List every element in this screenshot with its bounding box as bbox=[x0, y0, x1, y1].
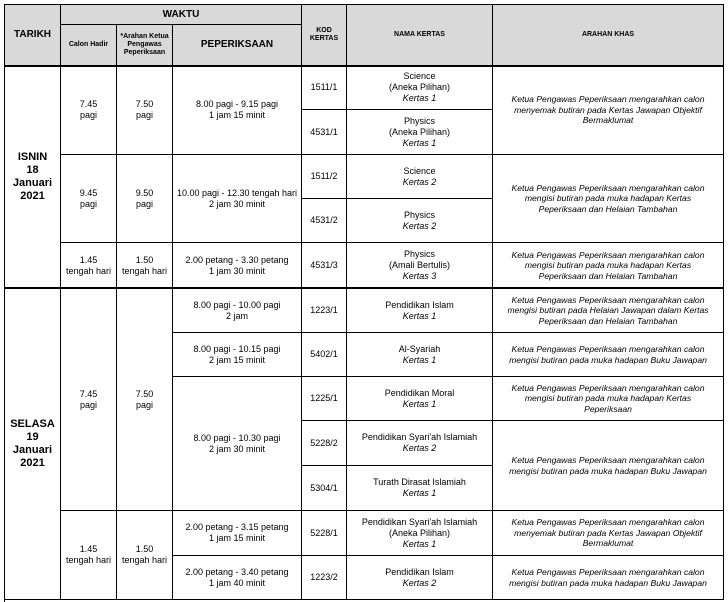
date-cell-line: Januari bbox=[12, 177, 53, 189]
arahan-khas-cell-line: menyemak butiran pada Kertas Jawapan Objektif bbox=[514, 104, 702, 115]
arahan-khas-cell bbox=[493, 556, 724, 600]
header-tarikh bbox=[5, 5, 61, 66]
date-cell-line: 2021 bbox=[20, 190, 45, 202]
arahan-ketua-cell bbox=[117, 511, 173, 600]
kod-kertas-cell bbox=[302, 289, 347, 333]
peperiksaan-cell-line: 1 jam 30 minit bbox=[208, 265, 266, 276]
arahan-ketua-cell-line: 1.50 bbox=[135, 544, 154, 554]
nama-kertas-cell bbox=[347, 110, 493, 155]
nama-kertas-cell-line: Kertas 1 bbox=[402, 310, 437, 321]
kod-kertas-cell-line: 1223/2 bbox=[310, 572, 338, 582]
nama-kertas-cell-line: Science bbox=[403, 71, 436, 81]
arahan-khas-cell-line: mengisi butiran pada muka hadapan Kertas bbox=[524, 393, 692, 404]
nama-kertas-cell-line: Physics bbox=[403, 115, 435, 126]
nama-kertas-cell-line: (Aneka Pilihan) bbox=[388, 527, 451, 538]
nama-kertas-cell-line: Kertas 2 bbox=[402, 220, 437, 231]
calon-hadir-cell-line: pagi bbox=[79, 399, 97, 410]
kod-kertas-cell-line: 1225/1 bbox=[310, 393, 338, 403]
nama-kertas-cell bbox=[347, 466, 493, 511]
peperiksaan-cell-line: 10.00 pagi - 12.30 tengah hari bbox=[176, 187, 298, 198]
kod-kertas-cell bbox=[302, 333, 347, 377]
arahan-ketua-cell-line: tengah hari bbox=[121, 555, 168, 565]
arahan-ketua-cell-line: 7.50 bbox=[135, 99, 154, 109]
header-peperiksaan bbox=[173, 25, 302, 66]
nama-kertas-cell bbox=[347, 511, 493, 556]
peperiksaan-cell-line: 8.00 pagi - 10.00 pagi bbox=[193, 299, 281, 310]
kod-kertas-cell bbox=[302, 377, 347, 421]
nama-kertas-cell-line: Kertas 2 bbox=[402, 176, 437, 187]
kod-kertas-cell-line: 4531/1 bbox=[310, 126, 338, 137]
nama-kertas-cell-line: Kertas 2 bbox=[402, 443, 437, 453]
peperiksaan-cell-line: 8.00 pagi - 10.15 pagi bbox=[193, 343, 281, 354]
kod-kertas-cell-line: 1511/1 bbox=[310, 82, 338, 92]
arahan-khas-cell bbox=[493, 155, 724, 243]
header-arahan-khas bbox=[493, 5, 724, 66]
nama-kertas-cell bbox=[347, 289, 493, 333]
calon-hadir-cell-line: 1.45 bbox=[79, 544, 98, 554]
arahan-ketua-cell-line: pagi bbox=[135, 198, 153, 209]
arahan-khas-cell-line: Ketua Pengawas Peperiksaan mengarahkan calon bbox=[511, 517, 705, 528]
header-kod-kertas-line: KOD bbox=[316, 27, 332, 34]
calon-hadir-cell bbox=[61, 155, 117, 243]
header-arahan-ketua-line: Pengawas bbox=[127, 41, 162, 48]
peperiksaan-cell-line: 2.00 petang - 3.30 petang bbox=[185, 254, 289, 265]
arahan-khas-cell bbox=[493, 289, 724, 333]
nama-kertas-cell bbox=[347, 377, 493, 421]
arahan-khas-cell-line: Ketua Pengawas Peperiksaan mengarahkan calon bbox=[511, 455, 705, 465]
nama-kertas-cell-line: Kertas 1 bbox=[402, 93, 437, 103]
calon-hadir-cell-line: pagi bbox=[79, 110, 97, 120]
calon-hadir-cell-line: tengah hari bbox=[65, 555, 112, 565]
kod-kertas-cell-line: 5228/1 bbox=[310, 527, 338, 538]
calon-hadir-cell bbox=[61, 289, 117, 511]
header-waktu bbox=[61, 5, 302, 25]
arahan-khas-cell-line: mengisi butiran pada muka hadapan Buku Jawapan bbox=[509, 465, 707, 476]
peperiksaan-cell bbox=[173, 511, 302, 556]
nama-kertas-cell-line: Kertas 3 bbox=[402, 271, 437, 281]
arahan-ketua-cell-line: pagi bbox=[135, 399, 153, 410]
calon-hadir-cell-line: tengah hari bbox=[65, 265, 112, 276]
nama-kertas-cell-line: (Aneka Pilihan) bbox=[388, 82, 451, 92]
kod-kertas-cell-line: 5228/2 bbox=[310, 437, 338, 448]
arahan-khas-cell bbox=[493, 511, 724, 556]
kod-kertas-cell bbox=[302, 556, 347, 600]
arahan-khas-cell-line: Peperiksaan dan Helaian Tambahan bbox=[538, 315, 678, 326]
nama-kertas-cell-line: (Aneka Pilihan) bbox=[388, 126, 451, 137]
arahan-khas-cell-line: Bermaklumat bbox=[582, 538, 634, 549]
peperiksaan-cell-line: 2 jam 30 minit bbox=[208, 443, 266, 454]
kod-kertas-cell bbox=[302, 421, 347, 466]
peperiksaan-cell bbox=[173, 289, 302, 333]
nama-kertas-cell-line: Al-Syariah bbox=[398, 343, 441, 354]
peperiksaan-cell bbox=[173, 155, 302, 243]
arahan-khas-cell-line: mengisi butiran pada muka hadapan Kertas bbox=[524, 260, 692, 271]
header-nama-kertas-line: NAMA KERTAS bbox=[394, 31, 445, 38]
nama-kertas-cell-line: Physics bbox=[403, 249, 435, 259]
header-calon-hadir-line: Calon Hadir bbox=[68, 41, 109, 48]
nama-kertas-cell-line: Kertas 1 bbox=[402, 538, 437, 549]
arahan-khas-cell-line: Ketua Pengawas Peperiksaan mengarahkan calon bbox=[511, 382, 705, 393]
nama-kertas-cell bbox=[347, 421, 493, 466]
nama-kertas-cell-line: Pendidikan Syari'ah Islamiah bbox=[361, 432, 478, 442]
calon-hadir-cell-line: 7.45 bbox=[79, 99, 98, 109]
arahan-khas-cell-line: Ketua Pengawas Peperiksaan mengarahkan calon bbox=[511, 567, 705, 577]
header-arahan-ketua bbox=[117, 25, 173, 66]
date-cell-line: SELASA bbox=[10, 418, 55, 430]
kod-kertas-cell bbox=[302, 243, 347, 289]
kod-kertas-cell-line: 4531/3 bbox=[310, 260, 338, 270]
header-tarikh-line: TARIKH bbox=[13, 29, 52, 40]
header-peperiksaan-line: PEPERIKSAAN bbox=[200, 39, 274, 50]
nama-kertas-cell-line: Pendidikan Syari'ah Islamiah bbox=[361, 516, 478, 527]
arahan-khas-cell-line: Ketua Pengawas Peperiksaan mengarahkan calon bbox=[511, 294, 705, 305]
day-divider bbox=[4, 287, 724, 289]
kod-kertas-cell bbox=[302, 511, 347, 556]
arahan-khas-cell bbox=[493, 333, 724, 377]
nama-kertas-cell-line: Pendidikan Islam bbox=[385, 299, 454, 310]
date-cell-line: Januari bbox=[12, 444, 53, 456]
kod-kertas-cell-line: 5402/1 bbox=[310, 349, 338, 359]
calon-hadir-cell-line: pagi bbox=[79, 198, 97, 209]
nama-kertas-cell-line: Kertas 1 bbox=[402, 354, 437, 365]
peperiksaan-cell-line: 2 jam 30 minit bbox=[208, 198, 266, 209]
date-cell bbox=[5, 66, 61, 289]
arahan-ketua-cell bbox=[117, 66, 173, 155]
arahan-khas-cell-line: mengisi butiran pada muka hadapan Buku Jawapan bbox=[509, 577, 707, 588]
peperiksaan-cell-line: 1 jam 40 minit bbox=[208, 577, 266, 588]
peperiksaan-cell-line: 2 jam 15 minit bbox=[208, 354, 266, 365]
arahan-ketua-cell-line: 9.50 bbox=[135, 187, 154, 198]
header-kod-kertas-line: KERTAS bbox=[309, 35, 339, 42]
arahan-khas-cell bbox=[493, 243, 724, 289]
nama-kertas-cell-line: Physics bbox=[403, 209, 435, 220]
peperiksaan-cell-line: 2.00 petang - 3.15 petang bbox=[185, 522, 289, 532]
nama-kertas-cell bbox=[347, 199, 493, 243]
arahan-khas-cell bbox=[493, 421, 724, 511]
arahan-khas-cell bbox=[493, 66, 724, 155]
calon-hadir-cell-line: 7.45 bbox=[79, 388, 98, 399]
nama-kertas-cell bbox=[347, 333, 493, 377]
arahan-khas-cell-line: mengisi butiran pada muka hadapan Buku Jawapan bbox=[509, 354, 707, 365]
nama-kertas-cell-line: (Amali Bertulis) bbox=[388, 260, 450, 270]
nama-kertas-cell-line: Turath Dirasat Islamiah bbox=[373, 477, 466, 487]
arahan-ketua-cell bbox=[117, 155, 173, 243]
header-arahan-ketua-line: *Arahan Ketua bbox=[120, 33, 169, 40]
header-divider bbox=[4, 65, 724, 67]
calon-hadir-cell bbox=[61, 66, 117, 155]
arahan-khas-cell-line: Ketua Pengawas Peperiksaan mengarahkan calon bbox=[511, 344, 705, 354]
header-nama-kertas bbox=[347, 5, 493, 66]
nama-kertas-cell bbox=[347, 155, 493, 199]
arahan-khas-cell-line: Bermaklumat bbox=[582, 115, 634, 126]
peperiksaan-cell-line: 2.00 petang - 3.40 petang bbox=[185, 566, 289, 577]
arahan-khas-cell-line: mengisi butiran pada muka hadapan Kertas bbox=[524, 193, 692, 204]
arahan-khas-cell-line: Ketua Pengawas Peperiksaan mengarahkan calon bbox=[511, 94, 705, 105]
arahan-khas-cell-line: Peperiksaan dan Helaian Tambahan bbox=[538, 203, 678, 214]
kod-kertas-cell bbox=[302, 66, 347, 110]
nama-kertas-cell-line: Science bbox=[403, 165, 436, 176]
header-arahan-ketua-line: Peperiksaan bbox=[123, 49, 166, 56]
arahan-ketua-cell-line: pagi bbox=[135, 110, 153, 120]
arahan-khas-cell-line: Ketua Pengawas Peperiksaan mengarahkan calon bbox=[511, 182, 705, 193]
date-cell-line: 18 bbox=[26, 164, 39, 176]
date-cell bbox=[5, 289, 61, 600]
arahan-khas-cell bbox=[493, 377, 724, 421]
kod-kertas-cell-line: 1223/1 bbox=[310, 305, 338, 315]
peperiksaan-cell-line: 1 jam 15 minit bbox=[208, 110, 266, 120]
date-cell-line: 19 bbox=[26, 431, 39, 443]
nama-kertas-cell bbox=[347, 556, 493, 600]
arahan-ketua-cell bbox=[117, 289, 173, 511]
nama-kertas-cell-line: Pendidikan Moral bbox=[384, 387, 455, 398]
arahan-khas-cell-line: Ketua Pengawas Peperiksaan mengarahkan calon bbox=[511, 249, 705, 260]
calon-hadir-cell-line: 9.45 bbox=[79, 187, 98, 198]
nama-kertas-cell-line: Kertas 2 bbox=[402, 577, 437, 588]
kod-kertas-cell bbox=[302, 110, 347, 155]
peperiksaan-cell-line: 8.00 pagi - 9.15 pagi bbox=[195, 99, 279, 109]
peperiksaan-cell bbox=[173, 333, 302, 377]
kod-kertas-cell bbox=[302, 155, 347, 199]
peperiksaan-cell-line: 8.00 pagi - 10.30 pagi bbox=[193, 432, 281, 443]
date-cell-line: 2021 bbox=[20, 457, 45, 469]
arahan-khas-cell-line: Peperiksaan bbox=[584, 403, 632, 414]
header-arahan-khas-line: ARAHAN KHAS bbox=[581, 31, 635, 38]
header-kod-kertas bbox=[302, 5, 347, 66]
date-cell-line: ISNIN bbox=[17, 151, 48, 163]
header-waktu-line: WAKTU bbox=[162, 8, 200, 20]
calon-hadir-cell-line: 1.45 bbox=[79, 254, 98, 265]
kod-kertas-cell-line: 1511/2 bbox=[310, 171, 338, 181]
arahan-khas-cell-line: mengisi butiran pada Helaian Jawapan dalam Kertas bbox=[507, 305, 709, 316]
nama-kertas-cell bbox=[347, 66, 493, 110]
nama-kertas-cell-line: Pendidikan Islam bbox=[385, 566, 454, 577]
nama-kertas-cell-line: Kertas 1 bbox=[402, 488, 437, 498]
peperiksaan-cell-line: 2 jam bbox=[225, 310, 248, 321]
calon-hadir-cell bbox=[61, 511, 117, 600]
arahan-ketua-cell-line: 7.50 bbox=[135, 388, 154, 399]
nama-kertas-cell-line: Kertas 1 bbox=[402, 137, 437, 148]
arahan-ketua-cell-line: 1.50 bbox=[135, 254, 154, 265]
arahan-ketua-cell bbox=[117, 243, 173, 289]
header-calon-hadir bbox=[61, 25, 117, 66]
peperiksaan-cell-line: 1 jam 15 minit bbox=[208, 533, 266, 543]
nama-kertas-cell bbox=[347, 243, 493, 289]
kod-kertas-cell-line: 4531/2 bbox=[310, 215, 338, 225]
arahan-khas-cell-line: menyemak butiran pada Kertas Jawapan Objektif bbox=[514, 527, 702, 538]
arahan-khas-cell-line: Peperiksaan dan Helaian Tambahan bbox=[538, 270, 678, 281]
arahan-ketua-cell-line: tengah hari bbox=[121, 265, 168, 276]
peperiksaan-cell bbox=[173, 556, 302, 600]
kod-kertas-cell-line: 5304/1 bbox=[310, 482, 338, 493]
kod-kertas-cell bbox=[302, 466, 347, 511]
kod-kertas-cell bbox=[302, 199, 347, 243]
nama-kertas-cell-line: Kertas 1 bbox=[402, 398, 437, 409]
peperiksaan-cell bbox=[173, 243, 302, 289]
peperiksaan-cell bbox=[173, 377, 302, 511]
peperiksaan-cell bbox=[173, 66, 302, 155]
calon-hadir-cell bbox=[61, 243, 117, 289]
